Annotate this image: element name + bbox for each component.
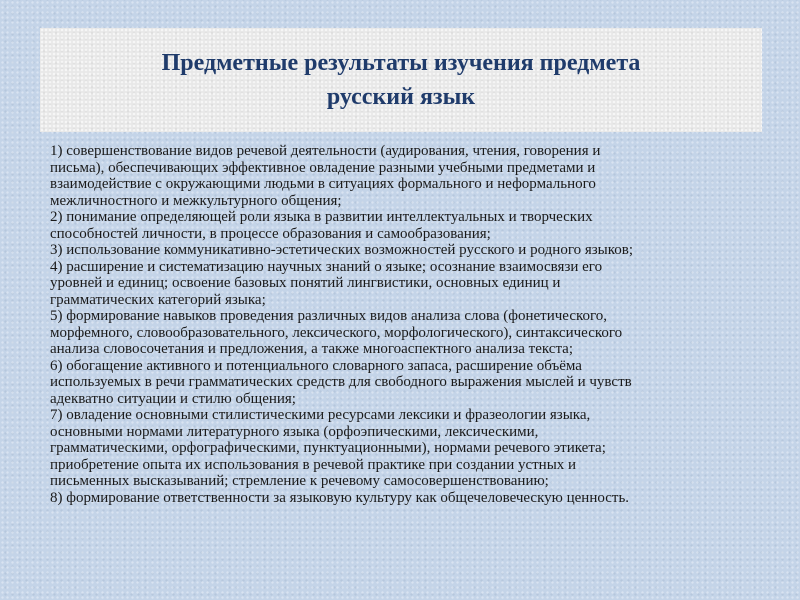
body-line: грамматическими, орфографическими, пунктуационными), нормами речевого этикета; [50, 440, 606, 456]
body-line: письменных высказываний; стремление к речевому самосовершенствованию; [50, 473, 549, 489]
body-line: 1) совершенствование видов речевой деятельности (аудирования, чтения, говорения и [50, 143, 601, 159]
body-text [50, 143, 762, 506]
body-line: используемых в речи грамматических средств для свободного выражения мыслей и чувств [50, 374, 632, 390]
slide-title-line-1: Предметные результаты изучения предмета [161, 50, 641, 76]
slide-title-line-2: русский язык [326, 84, 476, 110]
title-box [40, 28, 762, 132]
body-line: 8) формирование ответственности за языковую культуру как общечеловеческую ценность. [50, 489, 630, 506]
body-line: 6) обогащение активного и потенциального словарного запаса, расширение объёма [50, 357, 582, 374]
body-line: основными нормами литературного языка (орфоэпическими, лексическими, [50, 423, 539, 440]
body-line: адекватно ситуации и стилю общения; [50, 390, 296, 407]
body-line: приобретение опыта их использования в речевой практике при создании устных и [50, 456, 577, 473]
body-line: 4) расширение и систематизацию научных знаний о языке; осознание взаимосвязи его [50, 258, 603, 275]
body-line: 7) овладение основными стилистическими ресурсами лексики и фразеологии языка, [50, 407, 591, 423]
body-line: 5) формирование навыков проведения различных видов анализа слова (фонетического, [50, 308, 608, 324]
body-line: способностей личности, в процессе образования и самообразования; [50, 225, 491, 242]
body-line: письма), обеспечивающих эффективное овладение разными учебными предметами и [50, 159, 596, 176]
body-line: грамматических категорий языка; [50, 291, 266, 308]
body-line: 2) понимание определяющей роли языка в развитии интеллектуальных и творческих [50, 209, 593, 225]
body-line: взаимодействие с окружающими людьми в ситуациях формального и неформального [50, 176, 596, 192]
body-line: межличностного и межкультурного общения; [50, 192, 342, 209]
body-line: 3) использование коммуникативно-эстетических возможностей русского и родного языков; [50, 242, 634, 258]
body-line: анализа словосочетания и предложения, а также многоаспектного анализа текста; [50, 341, 574, 357]
body-line: уровней и единиц; освоение базовых понятий лингвистики, основных единиц и [50, 275, 561, 291]
body-line: морфемного, словообразовательного, лексического, морфологического), синтаксического [50, 324, 623, 341]
